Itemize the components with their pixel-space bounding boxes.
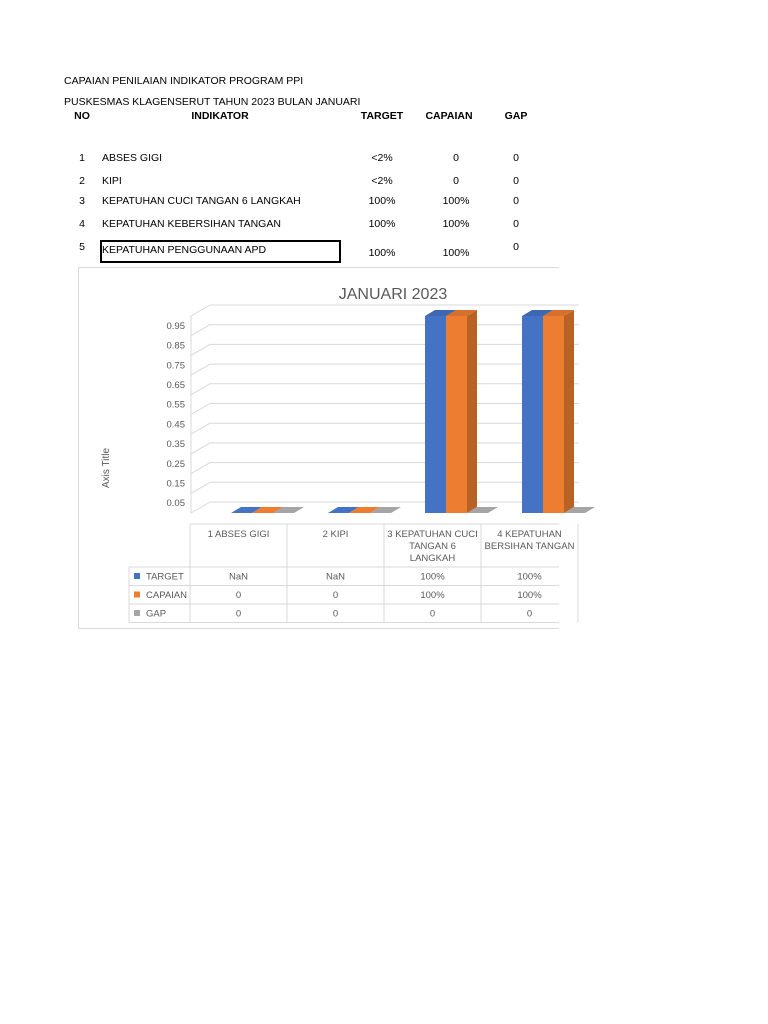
gridlines <box>191 305 579 513</box>
table-cell-gap: 0 <box>513 175 519 187</box>
data-label: 0 <box>332 608 339 620</box>
table-cell-target: <2% <box>371 175 393 187</box>
category-label: TANGAN 6 <box>409 541 456 552</box>
table-cell-no: 5 <box>79 241 85 253</box>
column-header-gap: GAP <box>504 110 528 122</box>
column-header-target: TARGET <box>360 110 404 122</box>
table-cell-indikator: KEPATUHAN KEBERSIHAN TANGAN <box>102 218 281 230</box>
data-label: NaN <box>325 571 346 583</box>
gridline-side <box>191 443 210 454</box>
data-label: 0 <box>235 590 242 601</box>
column-header-no: NO <box>74 110 90 122</box>
legend-label: CAPAIAN <box>146 590 188 601</box>
chart-area[interactable] <box>78 267 575 629</box>
table-cell-target: 100% <box>368 247 396 259</box>
table-cell-target: 100% <box>368 218 396 230</box>
bar-front <box>425 316 446 513</box>
bar-front <box>446 316 467 513</box>
category-label: 3 KEPATUHAN CUCI <box>387 529 478 540</box>
gridline-side <box>191 463 210 474</box>
table-cell-indikator: KEPATUHAN CUCI TANGAN 6 LANGKAH <box>102 195 301 207</box>
data-label: 100% <box>517 590 542 601</box>
gridline-side <box>191 384 210 395</box>
data-label: NaN <box>228 571 249 583</box>
y-axis-ticks <box>167 321 186 509</box>
table-cell-capaian: 100% <box>442 218 470 230</box>
y-axis-title: Axis Title <box>101 447 112 489</box>
bar-side <box>564 310 574 513</box>
data-table <box>129 524 578 623</box>
report-subtitle: PUSKESMAS KLAGENSERUT TAHUN 2023 BULAN JANUARI <box>64 96 361 108</box>
table-cell-gap: 0 <box>513 241 519 253</box>
gridline-side <box>191 423 210 434</box>
column-header-capaian: CAPAIAN <box>425 110 473 122</box>
table-cell-indikator: ABSES GIGI <box>102 152 163 164</box>
y-tick-label: 0.95 <box>166 320 185 332</box>
data-label: 0 <box>332 590 339 601</box>
table-cell-indikator[interactable]: KEPATUHAN PENGGUNAAN APD <box>102 244 267 256</box>
chart-title: JANUARI 2023 <box>338 286 448 303</box>
table-cell-no: 2 <box>79 175 85 187</box>
y-tick-label: 0.05 <box>166 498 185 510</box>
table-cell-target: <2% <box>371 152 393 164</box>
table-cell-gap: 0 <box>513 152 519 164</box>
table-cell-capaian: 0 <box>453 175 459 187</box>
table-cell-no: 1 <box>79 152 85 164</box>
bar-front <box>522 316 543 513</box>
bar-chart <box>79 268 575 628</box>
table-cell-no: 4 <box>79 218 85 230</box>
y-tick-label: 0.85 <box>166 340 185 352</box>
category-label: LANGKAH <box>409 553 456 564</box>
y-tick-label: 0.65 <box>166 379 185 391</box>
y-tick-label: 0.25 <box>166 458 185 470</box>
data-label: 0 <box>235 608 242 620</box>
gridline-side <box>191 404 210 415</box>
data-label: 0 <box>429 608 436 620</box>
table-cell-gap: 0 <box>513 195 519 207</box>
legend-label: TARGET <box>146 571 184 583</box>
legend-key <box>134 573 140 579</box>
data-label: 100% <box>420 571 445 583</box>
y-tick-label: 0.15 <box>166 478 185 490</box>
column-header-indikator: INDIKATOR <box>191 110 249 122</box>
table-cell-no: 3 <box>79 195 85 207</box>
y-tick-label: 0.55 <box>166 399 185 411</box>
gridline-side <box>191 325 210 336</box>
legend-label: GAP <box>146 608 167 620</box>
y-tick-label: 0.45 <box>166 419 185 431</box>
table-cell-indikator: KIPI <box>102 175 122 187</box>
table-cell-gap: 0 <box>513 218 519 230</box>
category-label: 1 ABSES GIGI <box>207 529 270 540</box>
gridline-side <box>191 502 210 513</box>
table-cell-capaian: 0 <box>453 152 459 164</box>
gridline-side <box>191 344 210 355</box>
gridline-side <box>191 305 210 316</box>
data-label: 0 <box>526 608 533 620</box>
bar <box>543 310 574 513</box>
table-cell-target: 100% <box>368 195 396 207</box>
bar-side <box>467 310 477 513</box>
category-label: 2 KIPI <box>322 529 349 540</box>
category-label: BERSIHAN TANGAN <box>484 541 575 552</box>
bar-front <box>543 316 564 513</box>
legend-key <box>134 610 140 616</box>
y-tick-label: 0.75 <box>166 360 185 372</box>
category-label: 4 KEPATUHAN <box>497 529 562 540</box>
data-label: 100% <box>517 571 542 583</box>
data-label: 100% <box>420 590 445 601</box>
legend-key <box>134 592 140 598</box>
report-title: CAPAIAN PENILAIAN INDIKATOR PROGRAM PPI <box>64 75 304 87</box>
table-cell-capaian: 100% <box>442 195 470 207</box>
table-cell-capaian: 100% <box>442 247 470 259</box>
bar <box>446 310 477 513</box>
gridline-side <box>191 482 210 493</box>
y-tick-label: 0.35 <box>166 439 185 451</box>
gridline-side <box>191 364 210 375</box>
